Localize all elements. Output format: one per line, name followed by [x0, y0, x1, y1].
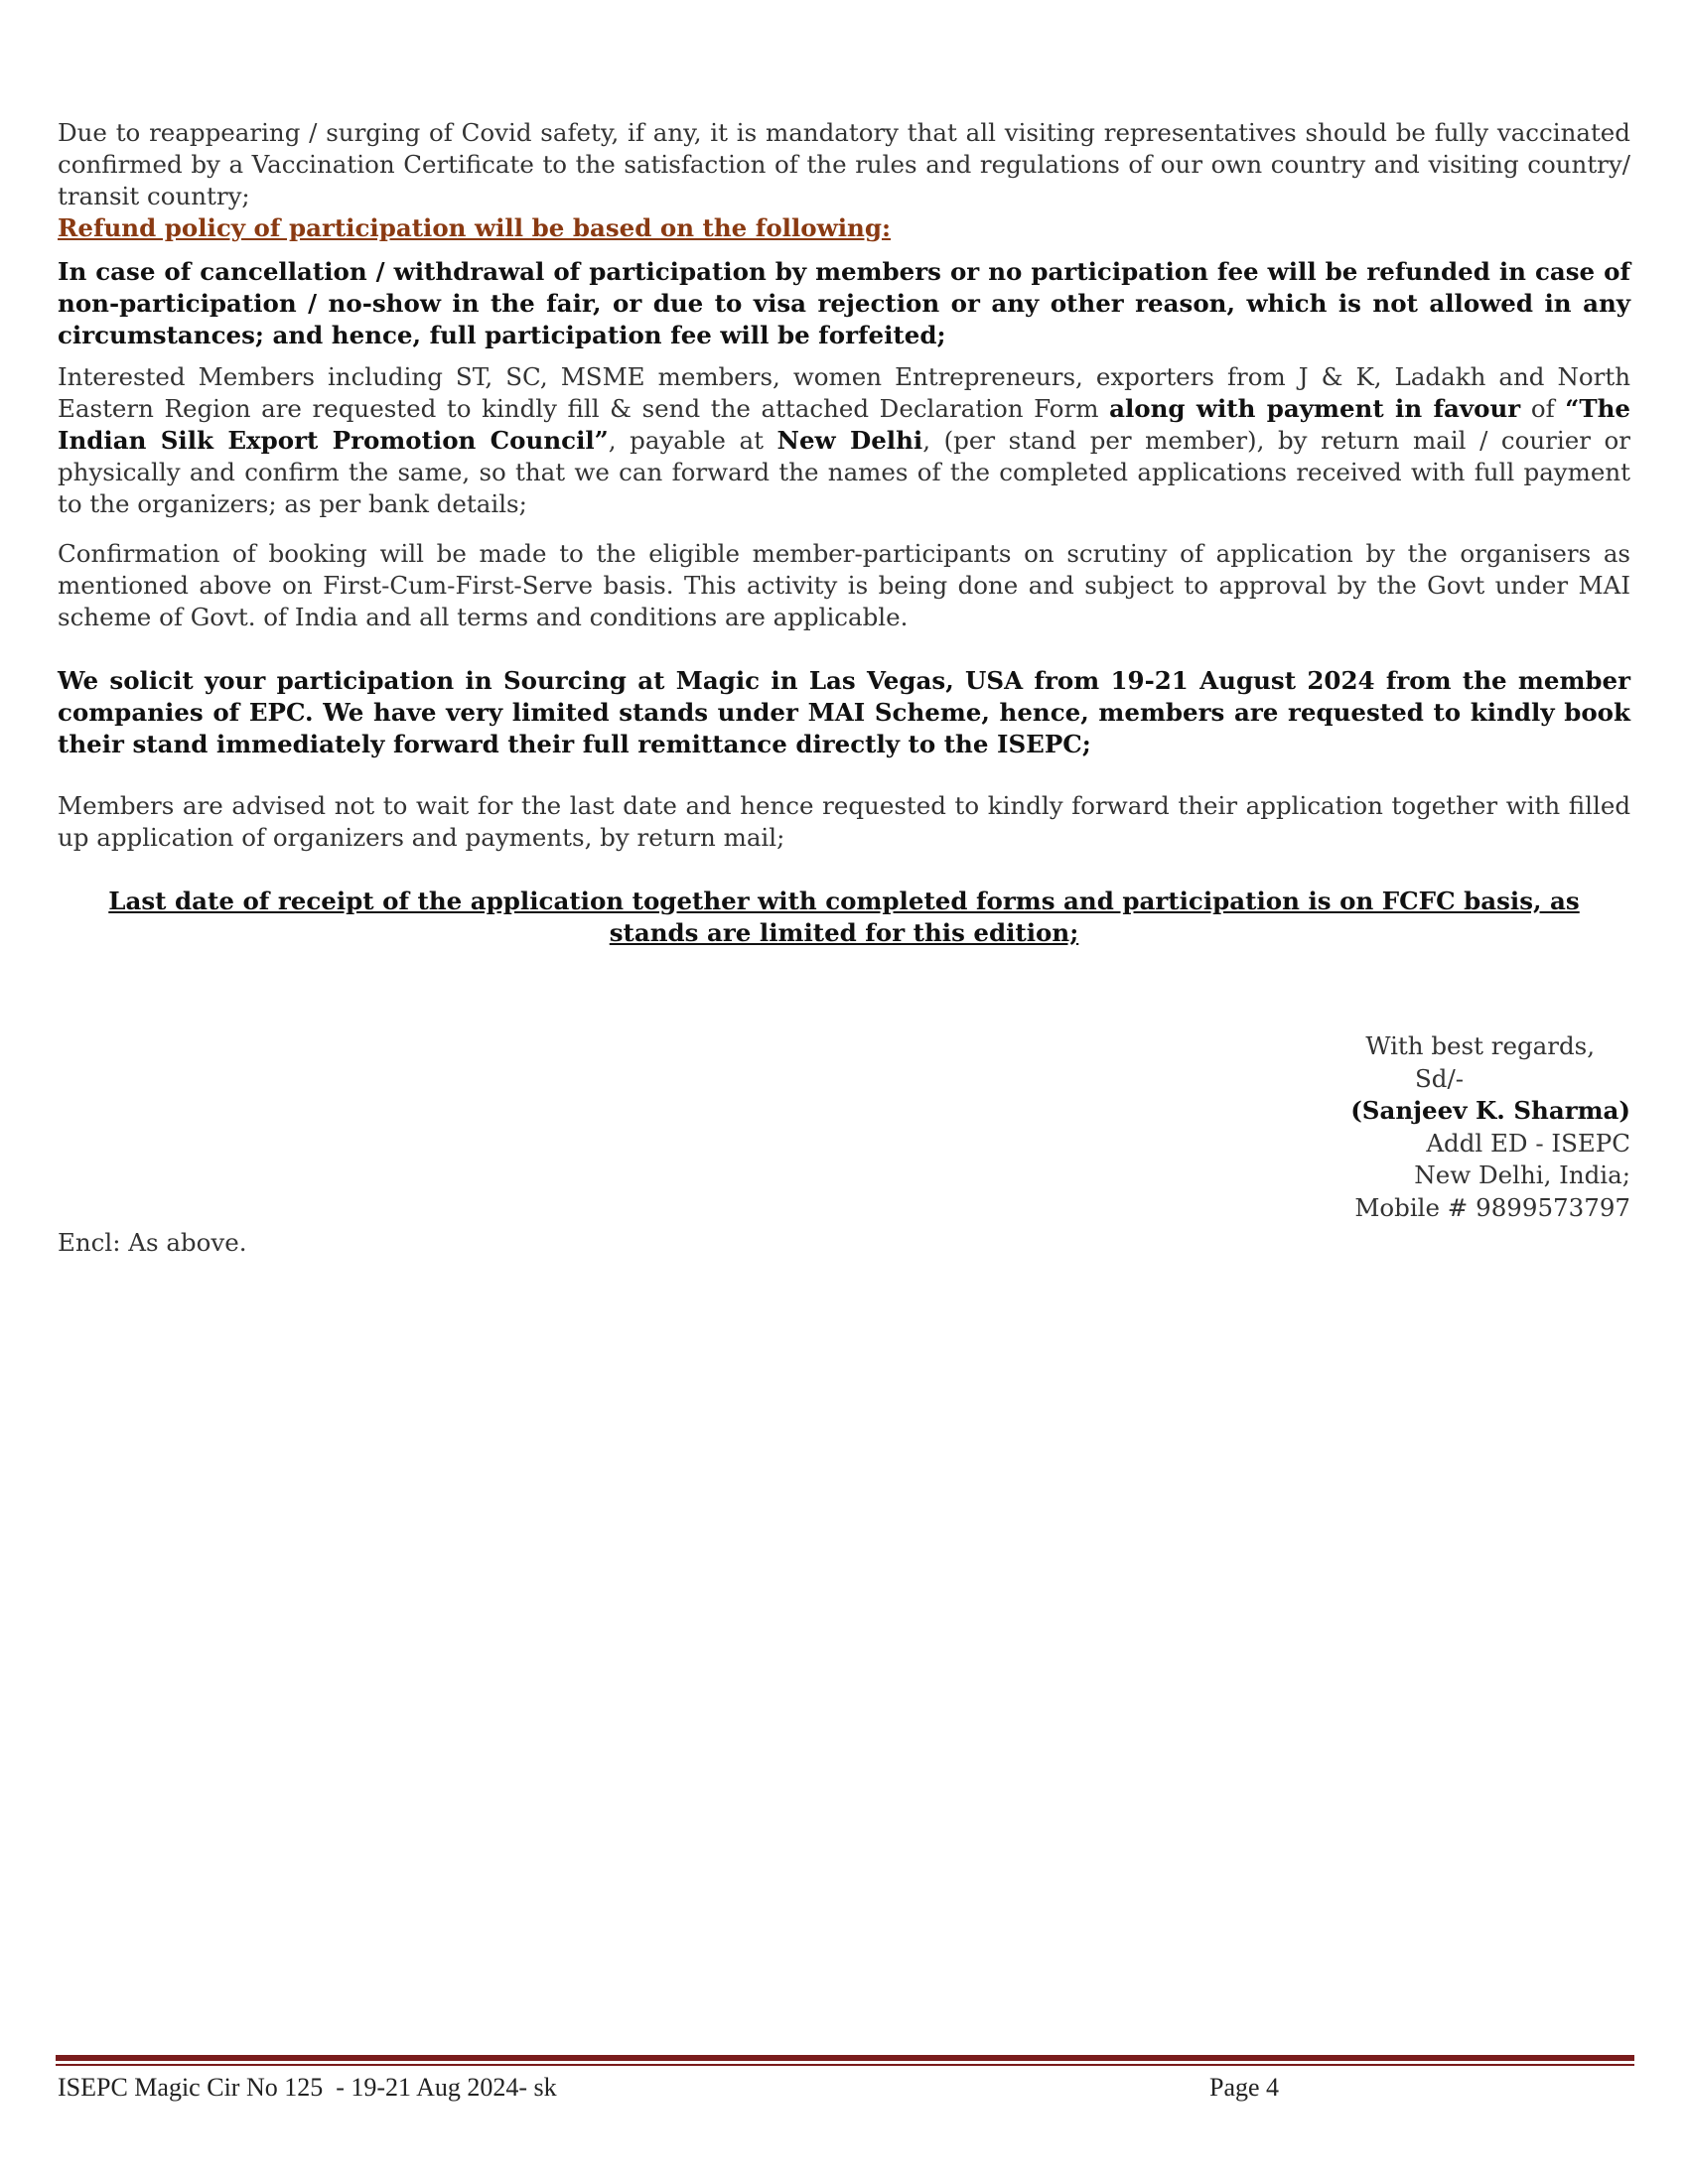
enclosure-note: Encl: As above. — [58, 1228, 247, 1257]
interested-members-paragraph — [58, 361, 1630, 520]
document-body — [58, 117, 1630, 949]
payable-location: New Delhi — [776, 426, 923, 455]
footer-reference: ISEPC Magic Cir No 125 - 19-21 Aug 2024- sk — [58, 2073, 557, 2102]
signatory-mobile: Mobile # 9899573797 — [1354, 1192, 1630, 1222]
interested-text-4: , (per stand per member), by return mail / courier or physically and confirm the same, so that we can forward the names of the completed applications received with full payment to the organizers; as per bank details; — [58, 426, 1630, 518]
last-date-notice — [58, 886, 1630, 949]
solicit-paragraph: We solicit your participation in Sourcing at Magic in Las Vegas, USA from 19-21 August 2024 from the member companies of EPC. We have very limited stands under MAI Scheme, hence, members are requested to kindly book their stand immediately forward their full remittance directly to the ISEPC; — [58, 666, 1630, 758]
footer-rule-thin — [56, 2064, 1634, 2066]
footer-rule-thick — [56, 2055, 1634, 2061]
interested-text-2: of — [1520, 394, 1566, 423]
cancellation-paragraph: In case of cancellation / withdrawal of participation by members or no participation fee will be refunded in case of non-participation / no-show in the fair, or due to visa rejection or any other reason, which is not allowed in any circumstances; and hence, full participation fee will be forfeited; — [58, 257, 1630, 349]
signatory-location: New Delhi, India; — [1414, 1160, 1630, 1189]
signature-sd: Sd/- — [1415, 1063, 1464, 1093]
signatory-name: (Sanjeev K. Sharma) — [1350, 1096, 1630, 1125]
interested-bold-1: along with payment in favour — [1109, 394, 1521, 423]
council-name: “The Indian Silk Export Promotion Council” — [58, 394, 1630, 455]
last-date-line-1: Last date of receipt of the application together with completed forms and participation is on FCFC basis, as — [108, 887, 1580, 915]
footer-page-number: Page 4 — [1209, 2073, 1280, 2102]
signature-greeting: With best regards, — [1365, 1031, 1595, 1060]
members-advice-paragraph: Members are advised not to wait for the last date and hence requested to kindly forward their application together with filled up application of organizers and payments, by return mail; — [58, 791, 1630, 852]
signatory-designation: Addl ED - ISEPC — [1426, 1128, 1630, 1158]
last-date-line-2: stands are limited for this edition; — [609, 918, 1079, 947]
interested-text-1: Interested Members including ST, SC, MSME members, women Entrepreneurs, exporters from J & K, Ladakh and North Eastern Region are requested to kindly fill & send the attached Declaration Form — [58, 362, 1630, 423]
covid-paragraph: Due to reappearing / surging of Covid safety, if any, it is mandatory that all visiting representatives should be fully vaccinated confirmed by a Vaccination Certificate to the satisfaction of the rules and regulations of our own country and visiting country/ transit country; — [58, 118, 1630, 210]
signature-block — [1350, 1030, 1630, 1224]
confirmation-paragraph: Confirmation of booking will be made to the eligible member-participants on scrutiny of application by the organisers as mentioned above on First-Cum-First-Serve basis. This activity is being done and subject to approval by the Govt under MAI scheme of Govt. of India and all terms and conditions are applicable. — [58, 539, 1630, 631]
refund-policy-heading: Refund policy of participation will be based on the following: — [58, 213, 892, 242]
interested-text-3: , payable at — [608, 426, 777, 455]
